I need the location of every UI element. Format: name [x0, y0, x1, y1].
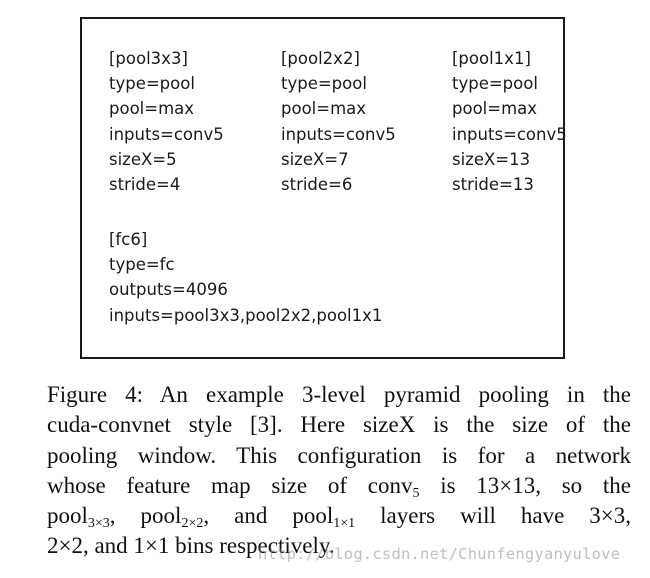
figure-caption [47, 380, 631, 562]
config-line: outputs=4096 [109, 280, 228, 300]
config-line: sizeX=13 [452, 149, 531, 169]
config-line: pool=max [109, 99, 195, 119]
config-line: [pool3x3] [109, 49, 188, 68]
config-line: type=fc [109, 255, 175, 275]
config-figure-box [80, 17, 565, 359]
caption-subscript: 1×1 [333, 516, 356, 532]
config-line: sizeX=7 [281, 149, 349, 169]
config-line: pool=max [452, 99, 538, 119]
caption-text: layers will have 3×3, [355, 503, 632, 529]
config-line: [fc6] [109, 230, 148, 249]
caption-text: whose feature map size of conv [47, 472, 413, 498]
config-line: sizeX=5 [109, 149, 177, 169]
config-line: type=pool [109, 74, 195, 94]
caption-line [47, 501, 631, 531]
caption-text: , and pool [203, 503, 334, 529]
config-line: [pool1x1] [452, 49, 531, 68]
config-line: stride=6 [281, 175, 353, 195]
caption-line: 2×2, and 1×1 bins respectively. [47, 533, 335, 559]
caption-line: Figure 4: An example 3-level pyramid pooling in the [47, 382, 631, 407]
caption-line: cuda-convnet style [3]. Here sizeX is the size of the [47, 412, 631, 438]
config-block-pool3x3 [109, 46, 224, 197]
caption-text: , pool [109, 503, 182, 529]
caption-line [47, 471, 631, 501]
config-line: inputs=pool3x3,pool2x2,pool1x1 [109, 305, 383, 325]
caption-subscript: 5 [412, 485, 420, 501]
config-line: inputs=conv5 [281, 124, 396, 144]
caption-line: pooling window. This configuration is for a network [47, 442, 631, 468]
caption-text: pool [47, 503, 88, 529]
config-line: [pool2x2] [281, 49, 360, 68]
config-line: type=pool [452, 74, 538, 94]
config-line: pool=max [281, 99, 367, 119]
watermark-text: http://blog.csdn.net/Chunfengyanyulove [258, 545, 621, 563]
config-block-pool2x2 [281, 46, 396, 197]
caption-text: is 13×13, so the [419, 472, 631, 498]
config-block-pool1x1 [452, 46, 567, 197]
config-line: stride=4 [109, 175, 181, 195]
config-block-fc6 [109, 227, 382, 328]
config-line: inputs=conv5 [452, 124, 567, 144]
caption-subscript: 3×3 [87, 516, 110, 532]
config-line: inputs=conv5 [109, 124, 224, 144]
config-line: stride=13 [452, 175, 534, 195]
caption-subscript: 2×2 [181, 516, 204, 532]
config-line: type=pool [281, 74, 367, 94]
